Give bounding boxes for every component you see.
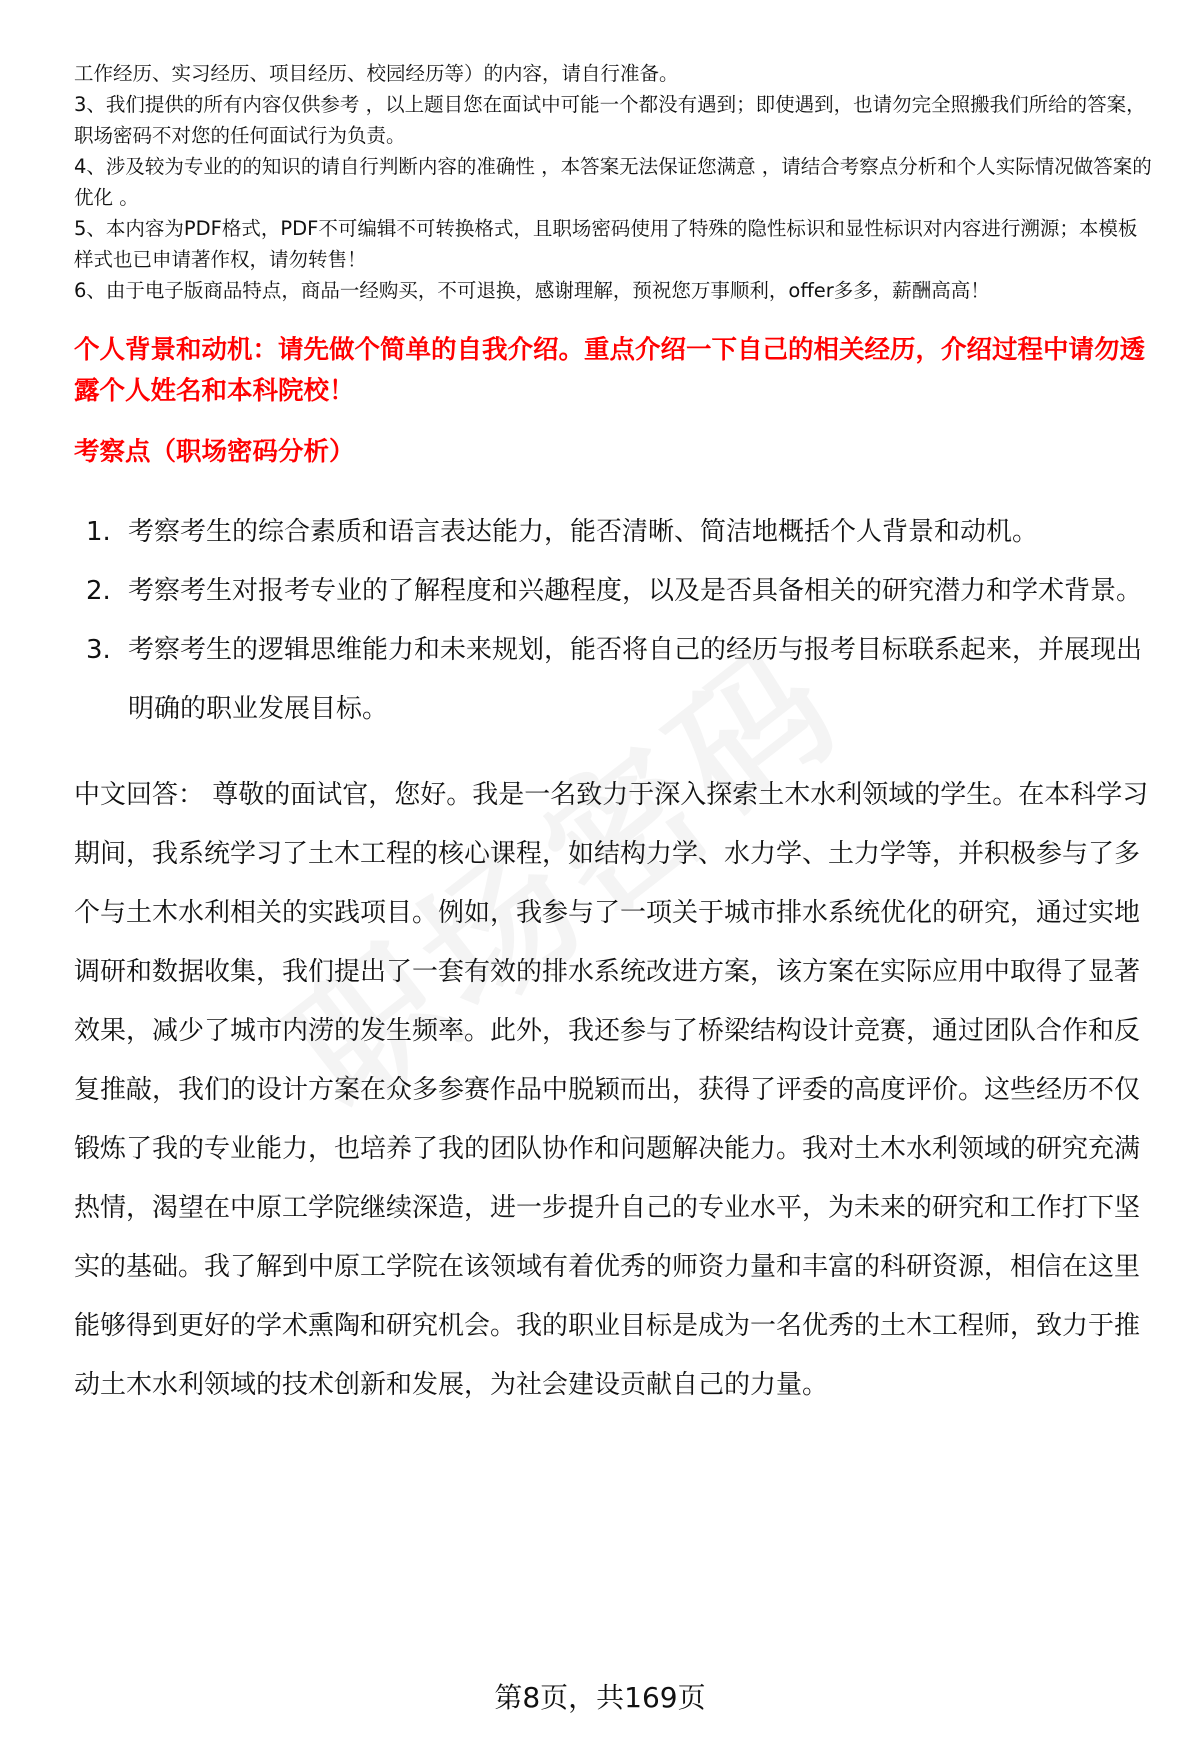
point-text: 考察考生的综合素质和语言表达能力，能否清晰、简洁地概括个人背景和动机。 [128, 517, 1039, 547]
point-number: 3. [86, 635, 111, 665]
notice-line: 5、本内容为PDF格式，PDF不可编辑不可转换格式，且职场密码使用了特殊的隐性标识和显性标识对内容进行溯源；本模板样式也已申请著作权，请勿转售！ [74, 217, 1138, 271]
analysis-point [74, 503, 1154, 562]
analysis-point [74, 621, 1154, 739]
question-heading: 个人背景和动机：请先做个简单的自我介绍。重点介绍一下自己的相关经历，介绍过程中请勿透露个人姓名和本科院校！ [74, 335, 1146, 406]
answer-paragraph: 中文回答： 尊敬的面试官，您好。我是一名致力于深入探索土木水利领域的学生。在本科学习期间，我系统学习了土木工程的核心课程，如结构力学、水力学、土力学等，并积极参与了多个与土木水利相关的实践项目。例如，我参与了一项关于城市排水系统优化的研究，通过实地调研和数据收集，我们提出了一套有效的排水系统改进方案，该方案在实际应用中取得了显著效果，减少了城市内涝的发生频率。此外，我还参与了桥梁结构设计竞赛，通过团队合作和反复推敲，我们的设计方案在众多参赛作品中脱颖而出，获得了评委的高度评价。这些经历不仅锻炼了我的专业能力，也培养了我的团队协作和问题解决能力。我对土木水利领域的研究充满热情，渴望在中原工学院继续深造，进一步提升自己的专业水平，为未来的研究和工作打下坚实的基础。我了解到中原工学院在该领域有着优秀的师资力量和丰富的科研资源，相信在这里能够得到更好的学术熏陶和研究机会。我的职业目标是成为一名优秀的土木工程师，致力于推动土木水利领域的技术创新和发展，为社会建设贡献自己的力量。 [74, 780, 1149, 1400]
document-page [74, 58, 1154, 1415]
notice-line: 4、涉及较为专业的的知识的请自行判断内容的准确性 ，本答案无法保证您满意 ，请结合考察点分析和个人实际情况做答案的优化 。 [74, 155, 1152, 209]
point-text: 考察考生对报考专业的了解程度和兴趣程度，以及是否具备相关的研究潜力和学术背景。 [128, 576, 1143, 606]
notice-line: 工作经历、实习经历、项目经历、校园经历等）的内容，请自行准备。 [74, 62, 679, 85]
page-number-footer: 第8页，共169页 [494, 1681, 706, 1714]
notice-line: 6、由于电子版商品特点，商品一经购买，不可退换，感谢理解，预祝您万事顺利，offer多多，薪酬高高！ [74, 279, 990, 302]
analysis-points-list [74, 503, 1154, 739]
analysis-point [74, 562, 1154, 621]
point-number: 1. [86, 517, 111, 547]
point-number: 2. [86, 576, 111, 606]
point-text: 考察考生的逻辑思维能力和未来规划，能否将自己的经历与报考目标联系起来，并展现出明确的职业发展目标。 [128, 635, 1143, 724]
notice-block [74, 58, 1154, 306]
notice-line: 3、我们提供的所有内容仅供参考 ，以上题目您在面试中可能一个都没有遇到；即使遇到，也请勿完全照搬我们所给的答案，职场密码不对您的任何面试行为负责。 [74, 93, 1146, 147]
analysis-title: 考察点（职场密码分析） [74, 437, 355, 467]
